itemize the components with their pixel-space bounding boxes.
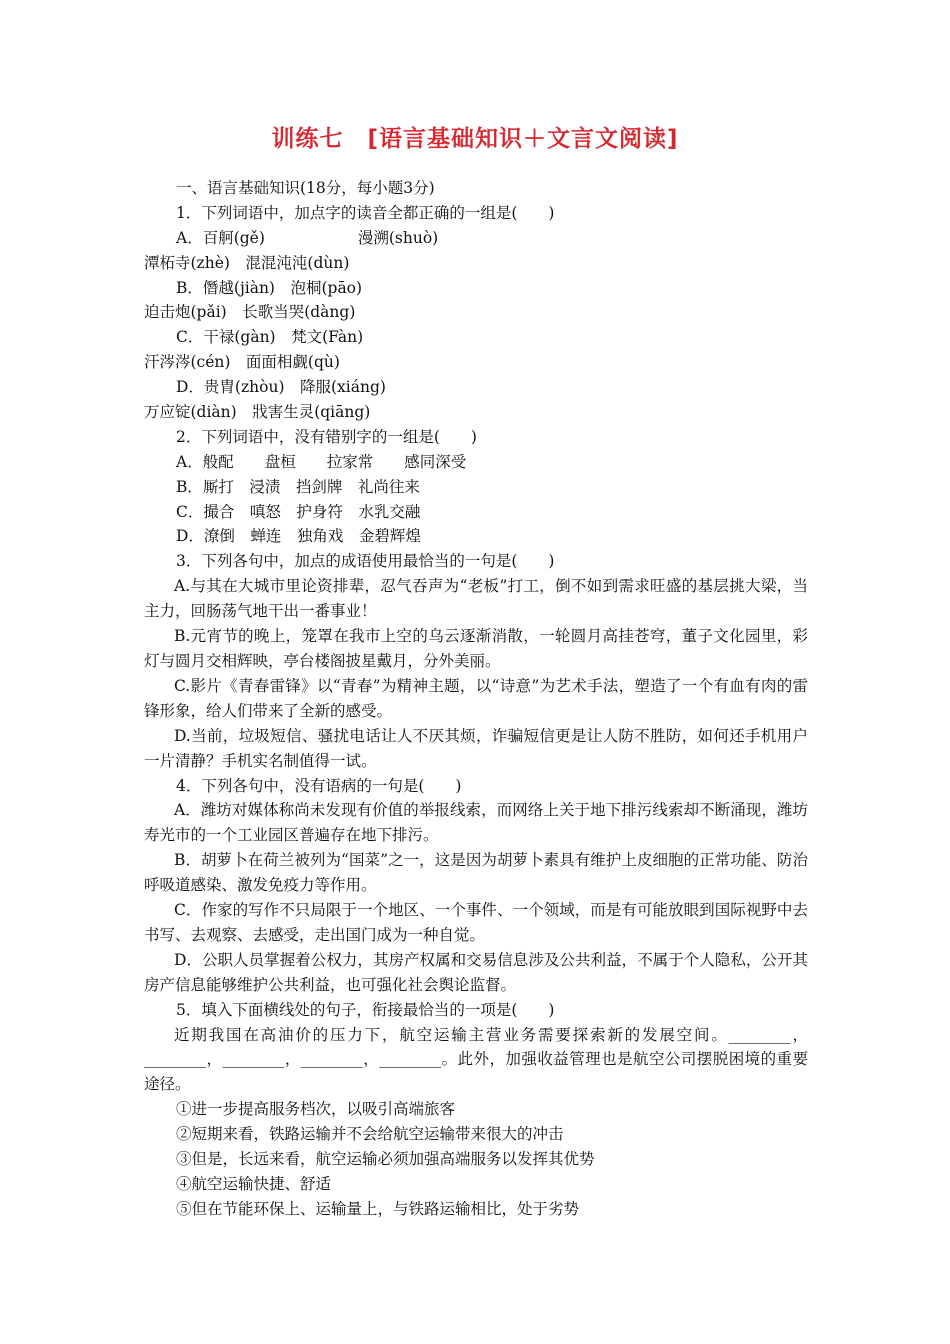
- document-body: [144, 176, 808, 1222]
- question-2-option-c: C．撮合 嗔怒 护身符 水乳交融: [176, 502, 421, 521]
- question-4-option-d: D．公职人员掌握着公权力，其房产权属和交易信息涉及公共利益，不属于个人隐私，公开其房产信息能够维护公共利益，也可强化社会舆论监督。: [144, 950, 808, 994]
- question-5-stem: 5．填入下面横线处的句子，衔接最恰当的一项是( ): [176, 1000, 555, 1019]
- question-1-option-b: B．僭越(jiàn) 泡桐(pāo): [176, 278, 363, 297]
- question-3-option-c: C.影片《青春雷锋》以“青春”为精神主题，以“诗意”为艺术手法，塑造了一个有血有肉的雷锋形象，给人们带来了全新的感受。: [144, 676, 808, 720]
- question-5-passage: 近期我国在高油价的压力下，航空运输主营业务需要探索新的发展空间。________，________，________，________，________。此外，加强收益管理也是航空公司摆脱困境的重要途径。: [144, 1025, 808, 1094]
- question-2-option-b: B．厮打 浸渍 挡剑牌 礼尚往来: [176, 477, 420, 496]
- question-1-option-a-cont: 潭柘寺(zhè) 混混沌沌(dùn): [144, 253, 350, 272]
- question-3-option-a: A.与其在大城市里论资排辈，忍气吞声为“老板”打工，倒不如到需求旺盛的基层挑大梁，当主力，回肠荡气地干出一番事业！: [144, 577, 808, 621]
- question-4-option-b: B．胡萝卜在荷兰被列为“国菜”之一，这是因为胡萝卜素具有维护上皮细胞的正常功能、防治呼吸道感染、激发免疫力等作用。: [144, 851, 808, 895]
- question-3-option-d: D.当前，垃圾短信、骚扰电话让人不厌其烦，诈骗短信更是让人防不胜防，如何还手机用户一片清静？手机实名制值得一试。: [144, 726, 808, 770]
- question-1-option-d: D．贵胄(zhòu) 降服(xiáng): [176, 378, 386, 397]
- question-4-option-c: C．作家的写作不只局限于一个地区、一个事件、一个领域，而是有可能放眼到国际视野中去书写、去观察、去感受，走出国门成为一种自觉。: [144, 901, 808, 944]
- question-4-stem: 4．下列各句中，没有语病的一句是( ): [176, 776, 462, 795]
- question-2-option-d: D．潦倒 蝉连 独角戏 金碧辉煌: [176, 527, 421, 546]
- question-1-option-c-cont: 汗涔涔(cén) 面面相觑(qù): [144, 353, 340, 372]
- question-1-option-b-cont: 迫击炮(pǎi) 长歌当哭(dàng): [144, 303, 356, 322]
- question-5-sentence-2: ②短期来看，铁路运输并不会给航空运输带来很大的冲击: [176, 1125, 564, 1144]
- question-5-sentence-1: ①进一步提高服务档次，以吸引高端旅客: [176, 1100, 456, 1119]
- question-5-sentence-3: ③但是，长远来看，航空运输必须加强高端服务以发挥其优势: [176, 1150, 595, 1169]
- question-1-option-d-cont: 万应锭(diàn) 戕害生灵(qiāng): [144, 403, 371, 422]
- section-heading: 一、语言基础知识(18分，每小题3分): [176, 179, 435, 197]
- question-3-option-b: B.元宵节的晚上，笼罩在我市上空的乌云逐渐消散，一轮圆月高挂苍穹，董子文化园里，彩灯与圆月交相辉映，亭台楼阁披星戴月，分外美丽。: [144, 627, 808, 670]
- question-3-stem: 3．下列各句中，加点的成语使用最恰当的一句是( ): [176, 552, 555, 571]
- question-2-option-a: A．般配 盘桓 拉家常 感同深受: [176, 452, 467, 471]
- question-5-sentence-5: ⑤但在节能环保上、运输量上，与铁路运输相比，处于劣势: [176, 1199, 580, 1218]
- question-5-sentence-4: ④航空运输快捷、舒适: [176, 1174, 332, 1193]
- question-1-option-c: C．干禄(gàn) 梵文(Fàn): [176, 328, 364, 347]
- question-1-option-a: A．百舸(gě) 漫溯(shuò): [176, 228, 439, 247]
- question-2-stem: 2．下列词语中，没有错别字的一组是( ): [176, 427, 477, 446]
- question-1-stem: 1．下列词语中，加点字的读音全都正确的一组是( ): [176, 203, 555, 222]
- question-4-option-a: A．潍坊对媒体称尚未发现有价值的举报线索，而网络上关于地下排污线索却不断涌现，潍坊寿光市的一个工业园区普遍存在地下排污。: [144, 801, 808, 845]
- page-title: 训练七 [语言基础知识＋文言文阅读]: [271, 126, 679, 152]
